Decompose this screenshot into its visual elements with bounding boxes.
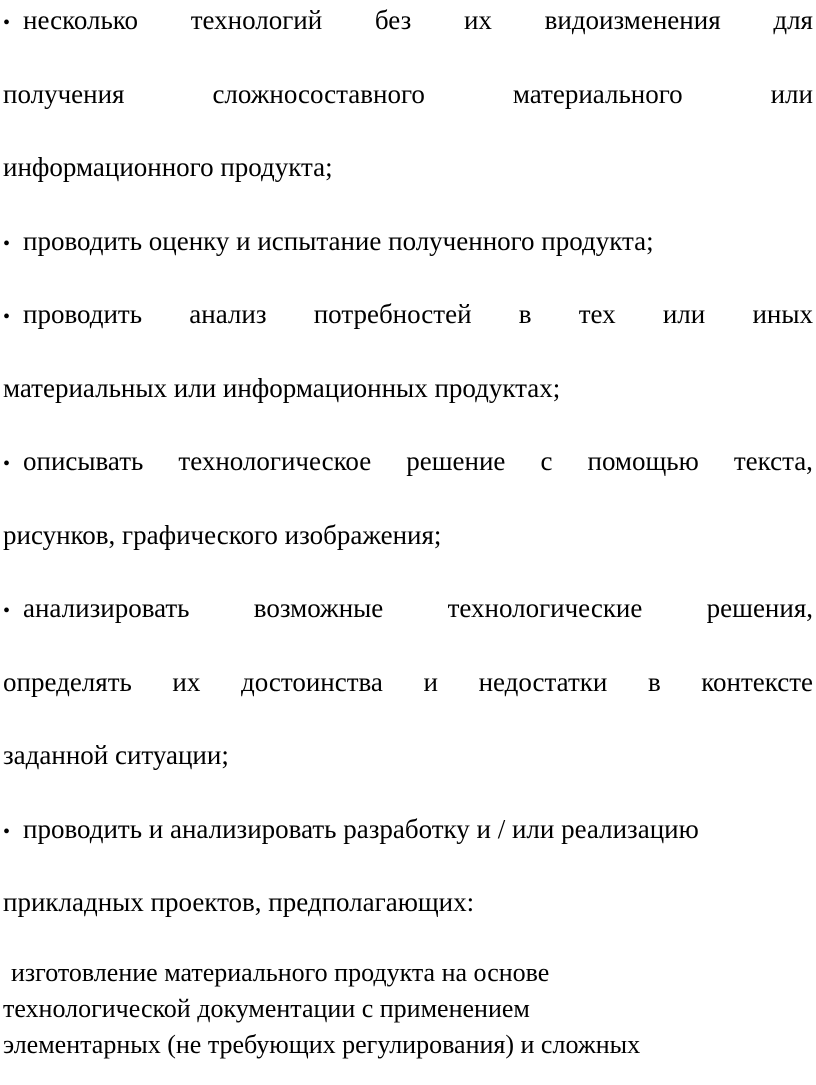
list-item bbox=[3, 592, 813, 627]
sub-paragraph-line: элементарных (не требующих регулирования) и сложных bbox=[3, 1030, 641, 1059]
list-item-line: информационного продукта; bbox=[3, 152, 333, 182]
list-item-line: проводить анализ потребностей в тех или иных bbox=[23, 299, 813, 329]
sub-paragraph bbox=[3, 955, 813, 1063]
list-item bbox=[3, 4, 813, 39]
bullet-icon: • bbox=[3, 12, 11, 34]
list-item-line: проводить и анализировать разработку и / или реализацию bbox=[23, 814, 699, 844]
list-item-line: рисунков, графического изображения; bbox=[3, 520, 442, 550]
list-item bbox=[3, 445, 813, 480]
list-item-line: описывать технологическое решение с помощью текста, bbox=[23, 446, 813, 476]
bullet-icon: • bbox=[3, 821, 11, 843]
bullet-icon: • bbox=[3, 453, 11, 475]
bullet-icon: • bbox=[3, 233, 11, 255]
list-item bbox=[3, 298, 813, 333]
list-item-line: материальных или информационных продуктах; bbox=[3, 373, 561, 403]
list-item bbox=[3, 813, 813, 848]
list-item-line: проводить оценку и испытание полученного продукта; bbox=[23, 226, 654, 256]
sub-paragraph-line: изготовление материального продукта на основе bbox=[11, 958, 550, 987]
sub-paragraph-line: технологической документации с применением bbox=[3, 994, 530, 1023]
bullet-icon: • bbox=[3, 306, 11, 328]
bullet-icon: • bbox=[3, 600, 11, 622]
list-item-line: заданной ситуации; bbox=[3, 740, 229, 770]
list-item-line: несколько технологий без их видоизменения для bbox=[23, 5, 813, 35]
list-item-line: определять их достоинства и недостатки в контексте bbox=[3, 667, 813, 697]
list-item-line: получения сложносоставного материального или bbox=[3, 79, 813, 109]
list-item-line: анализировать возможные технологические решения, bbox=[23, 593, 813, 623]
list-item bbox=[3, 225, 813, 260]
list-item-line: прикладных проектов, предполагающих: bbox=[3, 887, 475, 917]
